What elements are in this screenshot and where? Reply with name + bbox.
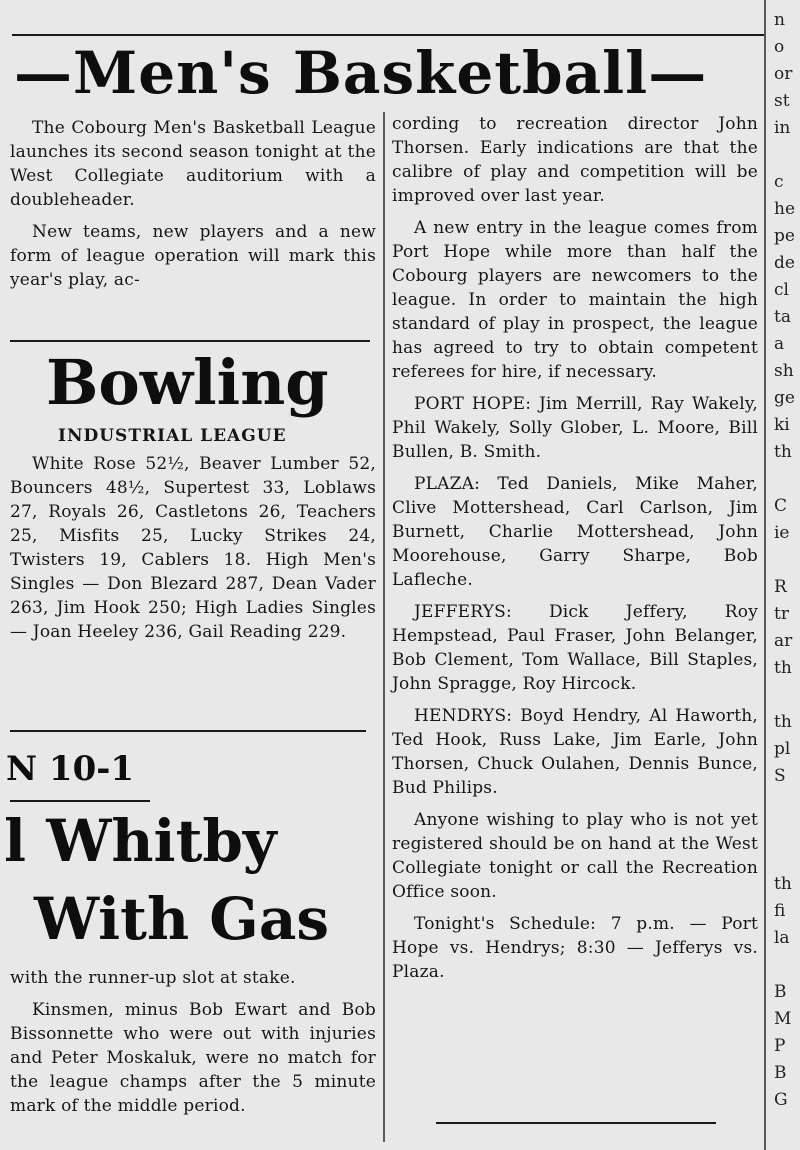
registration-note: Anyone wishing to play who is not yet registered should be on hand at the West Collegiate tonight or call the Recreation Office soon.	[392, 810, 758, 902]
edge-fragment: or	[774, 64, 793, 84]
edge-fragment: cl	[774, 280, 789, 300]
column-rule-right	[764, 0, 766, 1150]
edge-fragment: pe	[774, 226, 795, 246]
column-rule-center	[383, 112, 385, 1142]
basketball-paragraph: cording to recreation director John Thorsen. Early indications are that the calibre of play and competition will be improved over last year.	[392, 114, 758, 206]
team-roster-plaza: PLAZA: Ted Daniels, Mike Maher, Clive Mottershead, Carl Carlson, Jim Burnett, Charlie Mottershead, John Moorehouse, Garry Sharpe, Bob Lafleche.	[392, 474, 758, 590]
team-roster-port-hope: PORT HOPE: Jim Merrill, Ray Wakely, Phil Wakely, Solly Glober, L. Moore, Bill Bullen, B. Smith.	[392, 394, 758, 462]
edge-fragment: th	[774, 874, 792, 894]
bowling-subhead: INDUSTRIAL LEAGUE	[58, 426, 287, 446]
bowling-top-rule	[10, 340, 370, 342]
edge-fragment: c	[774, 172, 784, 192]
whitby-headline-1: l Whitby	[4, 807, 277, 875]
bowling-results-column	[10, 452, 376, 652]
whitby-paragraph: with the runner-up slot at stake.	[10, 968, 296, 988]
bowling-results: White Rose 52½, Beaver Lumber 52, Bouncers 48½, Supertest 33, Loblaws 27, Royals 26, Castletons 26, Teachers 25, Misfits 25, Lucky Strikes 24, Twisters 19, Cablers 18. High Men's Singles — Don Blezard 287, Dean Vader 263, Jim Hook 250; High Ladies Singles — Joan Heeley 236, Gail Reading 229.	[10, 454, 376, 642]
bowling-headline: Bowling	[46, 346, 329, 419]
edge-fragment: fi	[774, 901, 786, 921]
edge-fragment: G	[774, 1090, 788, 1110]
bottom-rule	[436, 1122, 716, 1124]
edge-fragment: B	[774, 982, 787, 1002]
adjacent-column-fragments	[774, 8, 800, 1148]
edge-fragment: R	[774, 577, 787, 597]
basketball-headline: —Men's Basketball—	[14, 39, 708, 107]
edge-fragment: th	[774, 712, 792, 732]
whitby-top-rule	[10, 730, 366, 732]
edge-fragment: ar	[774, 631, 793, 651]
edge-fragment: tr	[774, 604, 789, 624]
basketball-intro-column	[10, 116, 376, 300]
edge-fragment: M	[774, 1009, 792, 1029]
edge-fragment: st	[774, 91, 790, 111]
edge-fragment: ge	[774, 388, 795, 408]
edge-fragment: o	[774, 37, 785, 57]
edge-fragment: n	[774, 10, 785, 30]
edge-fragment: C	[774, 496, 788, 516]
top-rule	[12, 34, 764, 36]
edge-fragment: pl	[774, 739, 791, 759]
edge-fragment: th	[774, 658, 792, 678]
edge-fragment: de	[774, 253, 795, 273]
whitby-story-column	[10, 966, 376, 1126]
whitby-score-rule	[10, 800, 150, 802]
whitby-paragraph: Kinsmen, minus Bob Ewart and Bob Bissonnette who were out with injuries and Peter Moskaluk, were no match for the league champs after the 5 minute mark of the middle period.	[10, 1000, 376, 1116]
basketball-continued-column	[392, 112, 758, 992]
edge-fragment: ta	[774, 307, 791, 327]
edge-fragment: ie	[774, 523, 790, 543]
basketball-paragraph: A new entry in the league comes from Port Hope while more than half the Cobourg players are newcomers to the league. In order to maintain the high standard of play in prospect, the league has agreed to try to obtain competent referees for hire, if necessary.	[392, 218, 758, 382]
edge-fragment: la	[774, 928, 790, 948]
edge-fragment: B	[774, 1063, 787, 1083]
edge-fragment: sh	[774, 361, 794, 381]
whitby-headline-2: With Gas	[34, 885, 330, 953]
edge-fragment: P	[774, 1036, 786, 1056]
basketball-paragraph: The Cobourg Men's Basketball League launches its second season tonight at the West Collegiate auditorium with a doubleheader.	[10, 118, 376, 210]
team-roster-jefferys: JEFFERYS: Dick Jeffery, Roy Hempstead, Paul Fraser, John Belanger, Bob Clement, Tom Wallace, Bill Staples, John Spragge, Roy Hircock.	[392, 602, 758, 694]
team-roster-hendrys: HENDRYS: Boyd Hendry, Al Haworth, Ted Hook, Russ Lake, Jim Earle, John Thorsen, Chuck Oulahen, Dennis Bunce, Bud Philips.	[392, 706, 758, 798]
edge-fragment: S	[774, 766, 786, 786]
tonights-schedule: Tonight's Schedule: 7 p.m. — Port Hope vs. Hendrys; 8:30 — Jefferys vs. Plaza.	[392, 914, 758, 982]
edge-fragment: he	[774, 199, 796, 219]
edge-fragment: in	[774, 118, 791, 138]
basketball-paragraph: New teams, new players and a new form of league operation will mark this year's play, ac-	[10, 222, 376, 290]
whitby-score-line: N 10-1	[6, 749, 134, 789]
edge-fragment: a	[774, 334, 785, 354]
edge-fragment: ki	[774, 415, 790, 435]
edge-fragment: th	[774, 442, 792, 462]
